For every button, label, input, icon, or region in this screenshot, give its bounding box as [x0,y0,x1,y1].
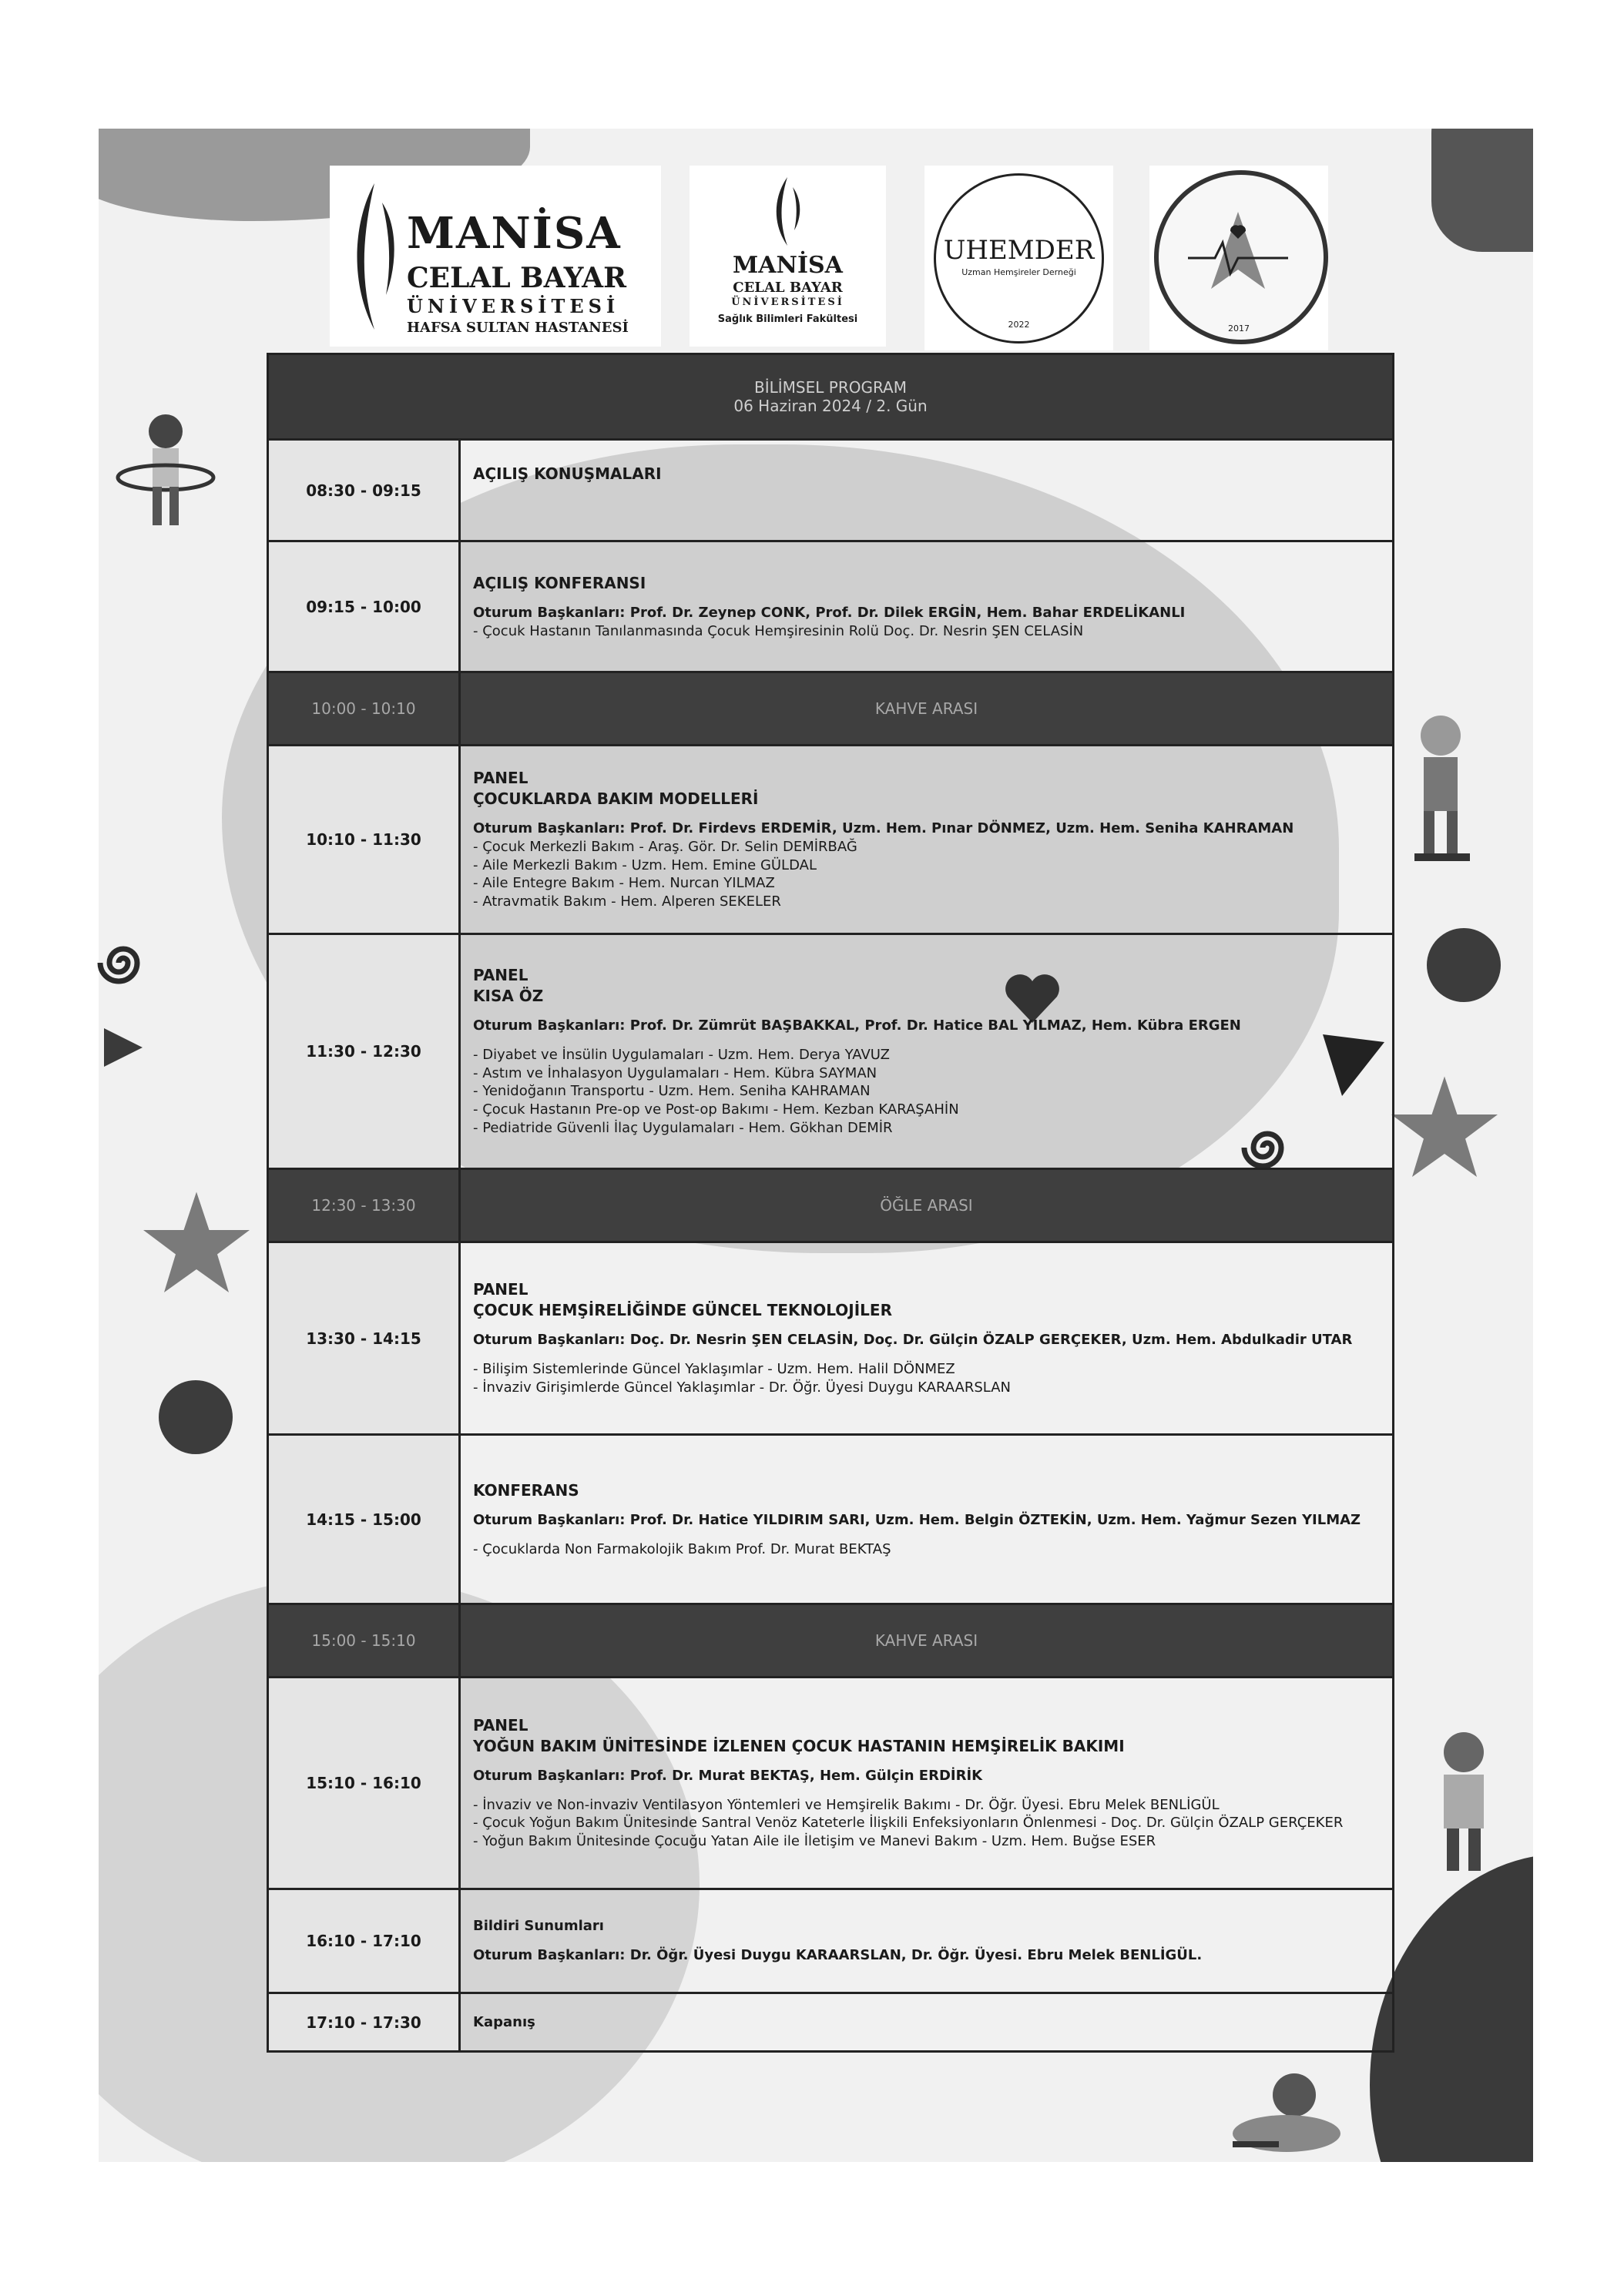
session-time: 11:30 - 12:30 [268,934,460,1169]
session-talk: - Çocuk Yoğun Bakım Ünitesinde Santral Venöz Kateterle İlişkili Enfeksiyonların Önlenmesi - Doç. Dr. Gülçin ÖZALP GERÇEKER [473,1815,1344,1832]
faculty-logo-line3: ÜNİVERSİTESİ [731,297,844,308]
program-row [268,1435,1394,1604]
session-time: 08:30 - 09:15 [268,440,460,541]
session-time: 10:10 - 11:30 [268,746,460,934]
session-chairs: Oturum Başkanları: Dr. Öğr. Üyesi Duygu KARAARSLAN, Dr. Öğr. Üyesi. Ebru Melek BENLİGÜL. [473,1947,1203,1963]
faculty-logo [690,166,886,347]
break-label: KAHVE ARASI [460,1604,1394,1678]
star-icon [1387,1071,1502,1186]
session-talk: - Diyabet ve İnsülin Uygulamaları - Uzm. Hem. Derya YAVUZ [473,1046,890,1063]
child-lying-illustration [1217,2064,1356,2157]
session-title: AÇILIŞ KONUŞMALARI [473,464,662,483]
session-time: 16:10 - 17:10 [268,1889,460,1993]
break-label: ÖĞLE ARASI [460,1169,1394,1242]
session-talk: - Aile Entegre Bakım - Hem. Nurcan YILMAZ [473,875,775,892]
triangle-icon [100,1024,146,1071]
session-time: 13:30 - 14:15 [268,1242,460,1435]
figure-heart-icon [1180,196,1296,312]
session-title: ÇOCUKLARDA BAKIM MODELLERİ [473,789,759,808]
program-break-row [268,672,1394,746]
program-row [268,934,1394,1169]
session-chairs: Oturum Başkanları: Prof. Dr. Zeynep CONK, Prof. Dr. Dilek ERGİN, Hem. Bahar ERDELİKANLI [473,604,1186,621]
session-chairs: Oturum Başkanları: Prof. Dr. Murat BEKTAŞ, Hem. Gülçin ERDİRİK [473,1767,983,1784]
session-talk: - Astım ve İnhalasyon Uygulamaları - Hem. Kübra SAYMAN [473,1064,877,1081]
session-title: Bildiri Sunumları [473,1918,604,1935]
session-talk: - Çocuklarda Non Farmakolojik Bakım Prof. Dr. Murat BEKTAŞ [473,1540,891,1557]
uhemder-logo [924,166,1113,350]
program-break-row [268,1169,1394,1242]
break-time: 10:00 - 10:10 [268,672,460,746]
program-row [268,440,1394,541]
session-type: PANEL [473,966,528,985]
program-row [268,1242,1394,1435]
program-row [268,1889,1394,1993]
program-row [268,541,1394,672]
session-type: PANEL [473,1716,528,1735]
session-title: KISA ÖZ [473,986,544,1005]
congress-logo [1149,166,1328,350]
session-title: ÇOCUK HEMŞİRELİĞİNDE GÜNCEL TEKNOLOJİLER [473,1300,892,1319]
hospital-logo-title: MANİSA [407,208,622,259]
session-chairs: Oturum Başkanları: Prof. Dr. Hatice YILDIRIM SARI, Uzm. Hem. Belgin ÖZTEKİN, Uzm. Hem. Yağmur Sezen YILMAZ [473,1511,1361,1528]
break-time: 15:00 - 15:10 [268,1604,460,1678]
break-label: KAHVE ARASI [460,672,1394,746]
session-talk: - Pediatride Güvenli İlaç Uygulamaları - Hem. Gökhan DEMİR [473,1119,893,1136]
hospital-logo-line3: ÜNİVERSİTESİ [407,295,620,317]
session-chairs: Oturum Başkanları: Prof. Dr. Firdevs ERDEMİR, Uzm. Hem. Pınar DÖNMEZ, Uzm. Hem. Seniha KAHRAMAN [473,820,1294,837]
session-chairs: Oturum Başkanları: Doç. Dr. Nesrin ŞEN CELASİN, Doç. Dr. Gülçin ÖZALP GERÇEKER, Uzm. Hem. Abdulkadir UTAR [473,1332,1353,1349]
program-row [268,1993,1394,2052]
program-table [267,353,1394,2053]
spiral-icon [92,932,154,994]
child-hula-hoop-illustration [116,408,216,539]
break-time: 12:30 - 13:30 [268,1169,460,1242]
session-talk: - İnvaziv Girişimlerde Güncel Yaklaşımlar - Dr. Öğr. Üyesi Duygu KARAARSLAN [473,1379,1012,1396]
session-talk: - Atravmatik Bakım - Hem. Alperen SEKELER [473,893,781,910]
hospital-logo-line4: HAFSA SULTAN HASTANESİ [407,320,629,336]
program-title: BİLİMSEL PROGRAM [754,378,907,397]
program-row [268,1678,1394,1889]
session-time: 14:15 - 15:00 [268,1435,460,1604]
session-time: 09:15 - 10:00 [268,541,460,672]
session-talk: - Bilişim Sistemlerinde Güncel Yaklaşımlar - Uzm. Hem. Halil DÖNMEZ [473,1361,955,1378]
faculty-logo-line2: CELAL BAYAR [733,280,843,296]
session-title: AÇILIŞ KONFERANSI [473,573,646,592]
uhemder-name: UHEMDER [943,235,1095,266]
hospital-logo-line2: CELAL BAYAR [407,262,626,294]
child-skating-illustration [1387,705,1495,874]
tulip-emblem-icon [344,179,405,334]
session-time: 17:10 - 17:30 [268,1993,460,2052]
decorative-dot [159,1380,233,1454]
session-talk: - İnvaziv ve Non-invaziv Ventilasyon Yöntemleri ve Hemşirelik Bakımı - Dr. Öğr. Üyesi. Ebru Melek BENLİGÜL [473,1796,1220,1813]
child-reading-illustration [1418,1725,1510,1879]
logo-strip [0,166,1624,350]
session-title: Kapanış [473,2013,535,2030]
program-header [268,354,1394,440]
session-type: PANEL [473,1280,528,1299]
program-date: 06 Haziran 2024 / 2. Gün [733,397,928,415]
session-talk: - Yenidoğanın Transportu - Uzm. Hem. Seniha KAHRAMAN [473,1083,871,1100]
session-chairs: Oturum Başkanları: Prof. Dr. Zümrüt BAŞBAKKAL, Prof. Dr. Hatice BAL YILMAZ, Hem. Kübra ERGEN [473,1017,1241,1034]
congress-year: 2017 [1228,323,1250,334]
session-talk: - Aile Merkezli Bakım - Uzm. Hem. Emine GÜLDAL [473,856,817,873]
uhemder-subtitle: Uzman Hemşireler Derneği [961,267,1076,277]
program-break-row [268,1604,1394,1678]
session-time: 15:10 - 16:10 [268,1678,460,1889]
star-icon [139,1186,254,1302]
session-title: YOĞUN BAKIM ÜNİTESİNDE İZLENEN ÇOCUK HASTANIN HEMŞİRELİK BAKIMI [473,1736,1125,1755]
uhemder-year: 2022 [1008,320,1030,330]
hospital-logo [330,166,661,347]
program-row [268,746,1394,934]
session-talk: - Yoğun Bakım Ünitesinde Çocuğu Yatan Aile ile İletişim ve Manevi Bakım - Uzm. Hem. Buğse ESER [473,1833,1156,1850]
session-talk: - Çocuk Merkezli Bakım - Araş. Gör. Dr. Selin DEMİRBAĞ [473,838,857,855]
faculty-logo-title: MANİSA [733,252,843,279]
faculty-logo-line4: Sağlık Bilimleri Fakültesi [717,313,858,325]
session-talk: - Çocuk Hastanın Pre-op ve Post-op Bakımı - Hem. Kezban KARAŞAHİN [473,1101,959,1118]
tulip-emblem-icon [767,175,809,248]
session-talk: - Çocuk Hastanın Tanılanmasında Çocuk Hemşiresinin Rolü Doç. Dr. Nesrin ŞEN CELASİN [473,622,1084,639]
decorative-dot [1427,928,1501,1002]
session-title: KONFERANS [473,1480,579,1500]
session-type: PANEL [473,769,528,788]
